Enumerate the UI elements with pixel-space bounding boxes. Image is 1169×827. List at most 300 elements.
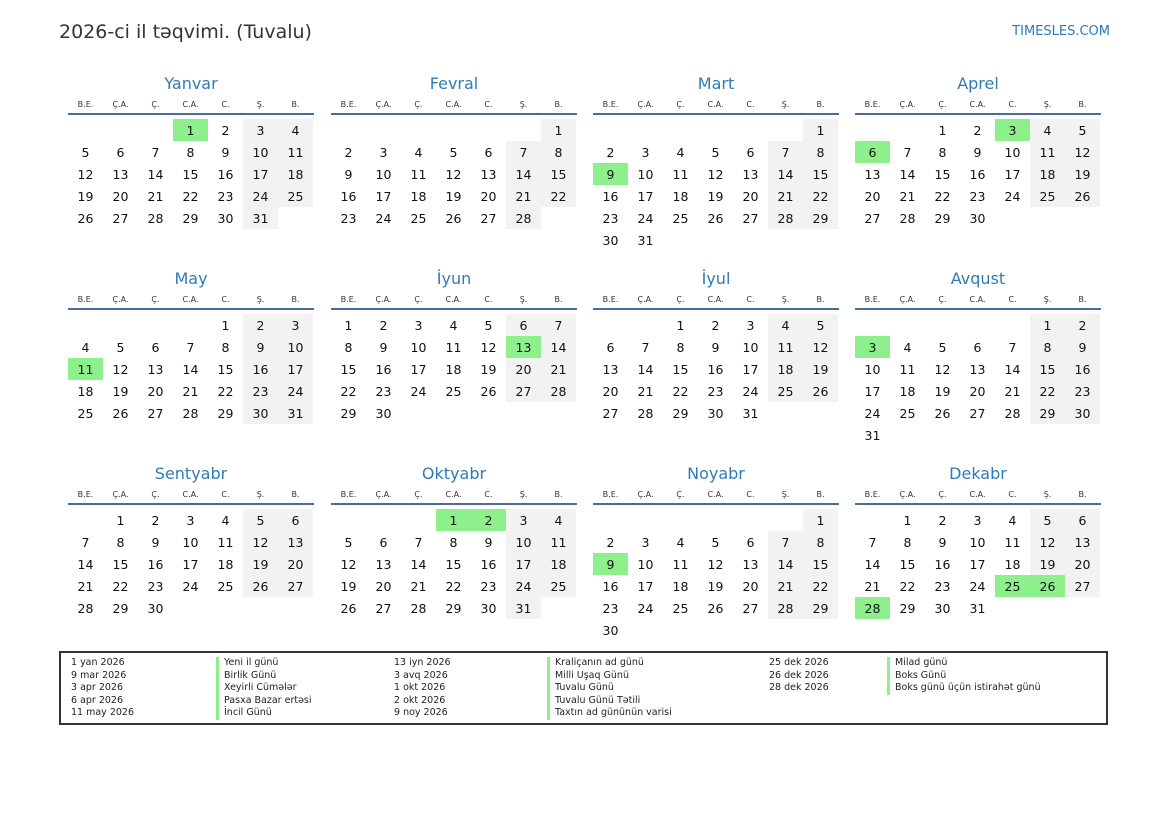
- day-cell: 25: [77, 405, 94, 421]
- day-cell: 8: [344, 339, 353, 355]
- day-cell: 13: [742, 166, 759, 182]
- day-cell: 31: [243, 207, 278, 229]
- weekday-header: [855, 291, 1101, 310]
- month-calendar: [68, 74, 314, 229]
- day-cell: 23: [707, 383, 724, 399]
- day-cell: 1: [803, 509, 838, 531]
- weekday-label: Ç.A.: [112, 100, 129, 109]
- empty-cell: [366, 119, 401, 141]
- weekday-label: C.: [746, 100, 755, 109]
- day-cell: 7: [1008, 339, 1017, 355]
- day-cell: 14: [899, 166, 916, 182]
- day-cell: 21: [864, 578, 881, 594]
- empty-cell: [768, 509, 803, 531]
- weekday-header: [855, 96, 1101, 115]
- day-cell: 28: [541, 380, 576, 402]
- day-cell: 6: [855, 141, 890, 163]
- day-cell: 7: [541, 314, 576, 336]
- day-cell: 12: [1065, 141, 1100, 163]
- day-cell: 29: [1030, 402, 1065, 424]
- day-cell: 13: [742, 556, 759, 572]
- day-cell: 28: [637, 405, 654, 421]
- day-grid: [593, 119, 839, 251]
- day-cell: 22: [217, 383, 234, 399]
- weekday-label: B.: [1078, 100, 1087, 109]
- day-cell: 26: [1030, 575, 1065, 597]
- empty-cell: [733, 619, 768, 641]
- day-cell: 3: [278, 314, 313, 336]
- weekday-label: B.E.: [340, 490, 357, 499]
- day-cell: 13: [969, 361, 986, 377]
- day-cell: 26: [112, 405, 129, 421]
- empty-cell: [995, 314, 1030, 336]
- day-cell: 3: [641, 534, 650, 550]
- day-cell: 20: [506, 358, 541, 380]
- day-cell: 20: [742, 188, 759, 204]
- legend-date: 3 apr 2026: [71, 682, 124, 694]
- weekday-label: C.A.: [707, 295, 724, 304]
- day-cell: 7: [506, 141, 541, 163]
- day-cell: 11: [672, 166, 689, 182]
- day-cell: 29: [112, 600, 129, 616]
- day-cell: 1: [541, 119, 576, 141]
- day-cell: 6: [484, 144, 493, 160]
- empty-cell: [855, 119, 890, 141]
- weekday-label: Ç.A.: [637, 295, 654, 304]
- day-cell: 24: [1004, 188, 1021, 204]
- day-cell: 9: [243, 336, 278, 358]
- day-cell: 28: [1004, 405, 1021, 421]
- day-cell: 1: [436, 509, 471, 531]
- weekday-label: Ş.: [256, 295, 265, 304]
- weekday-label: C.: [1008, 490, 1017, 499]
- weekday-label: C.A.: [707, 100, 724, 109]
- day-cell: 26: [77, 210, 94, 226]
- day-cell: 26: [340, 600, 357, 616]
- day-cell: 24: [864, 405, 881, 421]
- legend-holiday-name: Pasxa Bazar ertəsi: [216, 695, 386, 708]
- day-cell: 13: [480, 166, 497, 182]
- month-title: Aprel: [957, 74, 999, 93]
- empty-cell: [1030, 207, 1065, 229]
- day-cell: 18: [445, 361, 462, 377]
- weekday-label: Ş.: [519, 100, 528, 109]
- day-cell: 10: [182, 534, 199, 550]
- day-cell: 21: [182, 383, 199, 399]
- month-calendar: [68, 269, 314, 424]
- day-cell: 8: [1030, 336, 1065, 358]
- day-cell: 17: [506, 553, 541, 575]
- weekday-label: Ç.: [151, 295, 160, 304]
- empty-cell: [995, 597, 1030, 619]
- weekday-label: B.E.: [864, 295, 881, 304]
- day-grid: [855, 314, 1101, 446]
- day-cell: 14: [506, 163, 541, 185]
- day-cell: 1: [676, 317, 685, 333]
- day-cell: 21: [147, 188, 164, 204]
- page-title: 2026-ci il təqvimi. (Tuvalu): [59, 21, 312, 43]
- day-cell: 5: [711, 534, 720, 550]
- day-cell: 5: [803, 314, 838, 336]
- day-cell: 10: [864, 361, 881, 377]
- month-title: Mart: [697, 74, 735, 93]
- day-cell: 20: [480, 188, 497, 204]
- day-cell: 22: [803, 185, 838, 207]
- day-grid: [593, 314, 839, 424]
- day-cell: 8: [116, 534, 125, 550]
- month-calendar: [68, 464, 314, 619]
- weekday-label: C.: [746, 490, 755, 499]
- day-cell: 11: [1004, 534, 1021, 550]
- day-cell: 13: [506, 336, 541, 358]
- day-cell: 4: [81, 339, 90, 355]
- day-cell: 12: [707, 166, 724, 182]
- day-cell: 27: [969, 405, 986, 421]
- day-cell: 15: [112, 556, 129, 572]
- day-cell: 19: [480, 361, 497, 377]
- empty-cell: [803, 402, 838, 424]
- day-cell: 21: [506, 185, 541, 207]
- day-cell: 30: [1065, 402, 1100, 424]
- day-cell: 29: [182, 210, 199, 226]
- day-cell: 3: [973, 512, 982, 528]
- holiday-legend: [59, 651, 1108, 725]
- day-cell: 20: [864, 188, 881, 204]
- weekday-label: C.A.: [445, 100, 462, 109]
- day-cell: 26: [707, 210, 724, 226]
- weekday-label: C.A.: [182, 295, 199, 304]
- weekday-label: B.E.: [602, 100, 619, 109]
- day-cell: 9: [711, 339, 720, 355]
- day-cell: 16: [217, 166, 234, 182]
- month-title: May: [174, 269, 208, 288]
- day-cell: 26: [1065, 185, 1100, 207]
- empty-cell: [628, 314, 663, 336]
- legend-holiday-name: Xeyirli Cümələr: [216, 682, 386, 695]
- day-cell: 16: [1065, 358, 1100, 380]
- weekday-label: C.A.: [969, 100, 986, 109]
- day-cell: 3: [855, 336, 890, 358]
- month-calendar: [331, 464, 577, 619]
- day-cell: 16: [147, 556, 164, 572]
- day-cell: 29: [934, 210, 951, 226]
- empty-cell: [803, 619, 838, 641]
- weekday-label: Ç.A.: [899, 490, 916, 499]
- day-cell: 28: [182, 405, 199, 421]
- day-grid: [593, 509, 839, 641]
- day-cell: 23: [969, 188, 986, 204]
- day-cell: 9: [484, 534, 493, 550]
- day-cell: 7: [186, 339, 195, 355]
- weekday-label: Ç.: [938, 100, 947, 109]
- day-cell: 18: [541, 553, 576, 575]
- empty-cell: [628, 119, 663, 141]
- day-cell: 8: [541, 141, 576, 163]
- day-cell: 4: [414, 144, 423, 160]
- day-cell: 15: [445, 556, 462, 572]
- day-cell: 19: [707, 578, 724, 594]
- day-cell: 15: [340, 361, 357, 377]
- day-cell: 24: [637, 600, 654, 616]
- weekday-label: Ç.A.: [112, 490, 129, 499]
- day-cell: 29: [340, 405, 357, 421]
- day-cell: 26: [803, 380, 838, 402]
- day-cell: 8: [803, 141, 838, 163]
- day-cell: 24: [375, 210, 392, 226]
- empty-cell: [401, 509, 436, 531]
- day-grid: [331, 314, 577, 424]
- weekday-label: Ş.: [519, 295, 528, 304]
- weekday-label: B.: [554, 490, 563, 499]
- empty-cell: [593, 314, 628, 336]
- day-cell: 12: [707, 556, 724, 572]
- day-cell: 8: [803, 531, 838, 553]
- day-cell: 12: [445, 166, 462, 182]
- month-calendar: [855, 74, 1101, 229]
- weekday-label: Ç.: [938, 490, 947, 499]
- day-cell: 22: [340, 383, 357, 399]
- day-cell: 29: [217, 405, 234, 421]
- day-cell: 28: [768, 207, 803, 229]
- day-cell: 9: [1065, 336, 1100, 358]
- day-cell: 8: [938, 144, 947, 160]
- day-cell: 15: [803, 163, 838, 185]
- day-cell: 28: [506, 207, 541, 229]
- day-cell: 15: [899, 556, 916, 572]
- day-cell: 24: [506, 575, 541, 597]
- legend-date: 1 yan 2026: [71, 657, 125, 668]
- day-cell: 31: [506, 597, 541, 619]
- day-cell: 7: [868, 534, 877, 550]
- day-cell: 23: [217, 188, 234, 204]
- weekday-label: B.: [1078, 490, 1087, 499]
- weekday-label: Ç.A.: [375, 295, 392, 304]
- weekday-label: Ç.A.: [375, 100, 392, 109]
- day-cell: 23: [602, 210, 619, 226]
- day-cell: 24: [182, 578, 199, 594]
- day-cell: 8: [449, 534, 458, 550]
- day-cell: 4: [676, 144, 685, 160]
- day-cell: 5: [449, 144, 458, 160]
- month-title: Avqust: [950, 269, 1006, 288]
- empty-cell: [890, 119, 925, 141]
- day-cell: 17: [742, 361, 759, 377]
- day-cell: 30: [934, 600, 951, 616]
- legend-date: 13 iyn 2026: [394, 657, 451, 668]
- day-cell: 24: [410, 383, 427, 399]
- empty-cell: [138, 119, 173, 141]
- day-cell: 4: [1008, 512, 1017, 528]
- day-cell: 21: [768, 575, 803, 597]
- day-cell: 15: [541, 163, 576, 185]
- day-cell: 27: [375, 600, 392, 616]
- day-cell: 11: [768, 336, 803, 358]
- day-cell: 4: [449, 317, 458, 333]
- day-cell: 18: [768, 358, 803, 380]
- day-cell: 27: [1065, 575, 1100, 597]
- day-cell: 31: [969, 600, 986, 616]
- day-cell: 11: [410, 166, 427, 182]
- empty-cell: [68, 509, 103, 531]
- month-title: Oktyabr: [421, 464, 487, 483]
- empty-cell: [401, 119, 436, 141]
- empty-cell: [138, 314, 173, 336]
- day-cell: 14: [768, 553, 803, 575]
- day-cell: 22: [445, 578, 462, 594]
- month-title: İyun: [436, 269, 472, 288]
- day-cell: 30: [480, 600, 497, 616]
- day-cell: 6: [746, 534, 755, 550]
- day-cell: 13: [278, 531, 313, 553]
- weekday-header: [331, 96, 577, 115]
- day-cell: 20: [742, 578, 759, 594]
- day-cell: 10: [278, 336, 313, 358]
- brand-link[interactable]: TIMESLES.COM: [1012, 24, 1110, 39]
- day-cell: 31: [742, 405, 759, 421]
- day-cell: 9: [938, 534, 947, 550]
- day-cell: 7: [768, 531, 803, 553]
- day-cell: 15: [1030, 358, 1065, 380]
- day-cell: 19: [934, 383, 951, 399]
- day-cell: 25: [768, 380, 803, 402]
- day-cell: 11: [217, 534, 234, 550]
- day-cell: 16: [934, 556, 951, 572]
- weekday-label: Ç.A.: [375, 490, 392, 499]
- weekday-label: C.A.: [707, 490, 724, 499]
- day-cell: 3: [379, 144, 388, 160]
- day-cell: 7: [81, 534, 90, 550]
- day-cell: 2: [151, 512, 160, 528]
- day-cell: 28: [410, 600, 427, 616]
- day-cell: 27: [602, 405, 619, 421]
- day-cell: 12: [803, 336, 838, 358]
- day-cell: 17: [243, 163, 278, 185]
- empty-cell: [733, 119, 768, 141]
- empty-cell: [593, 119, 628, 141]
- day-cell: 1: [173, 119, 208, 141]
- day-cell: 2: [973, 122, 982, 138]
- day-cell: 22: [899, 578, 916, 594]
- day-grid: [855, 119, 1101, 229]
- weekday-label: B.E.: [77, 295, 94, 304]
- day-cell: 25: [410, 210, 427, 226]
- day-cell: 22: [934, 188, 951, 204]
- day-cell: 8: [221, 339, 230, 355]
- day-cell: 17: [375, 188, 392, 204]
- weekday-label: Ç.: [151, 490, 160, 499]
- day-cell: 19: [803, 358, 838, 380]
- day-cell: 1: [938, 122, 947, 138]
- weekday-label: B.: [816, 295, 825, 304]
- day-cell: 6: [606, 339, 615, 355]
- weekday-label: Ç.: [676, 295, 685, 304]
- weekday-label: Ç.: [414, 100, 423, 109]
- empty-cell: [960, 424, 995, 446]
- day-cell: 11: [68, 358, 103, 380]
- legend-holiday-name: Milad günü: [887, 657, 1097, 670]
- weekday-label: B.E.: [864, 490, 881, 499]
- day-cell: 10: [1004, 144, 1021, 160]
- weekday-label: C.A.: [969, 295, 986, 304]
- empty-cell: [768, 402, 803, 424]
- day-cell: 1: [116, 512, 125, 528]
- day-cell: 2: [221, 122, 230, 138]
- day-cell: 18: [217, 556, 234, 572]
- day-cell: 30: [147, 600, 164, 616]
- day-cell: 17: [637, 188, 654, 204]
- legend-holiday-name: Tuvalu Günü Tətili: [547, 695, 747, 708]
- empty-cell: [925, 314, 960, 336]
- legend-holiday-name: İncil Günü: [216, 707, 386, 720]
- day-cell: 17: [182, 556, 199, 572]
- empty-cell: [855, 509, 890, 531]
- day-cell: 20: [375, 578, 392, 594]
- day-cell: 8: [186, 144, 195, 160]
- month-title: İyul: [701, 269, 731, 288]
- weekday-label: Ç.: [414, 490, 423, 499]
- weekday-label: Ş.: [1043, 295, 1052, 304]
- day-cell: 16: [340, 188, 357, 204]
- day-cell: 10: [506, 531, 541, 553]
- empty-cell: [663, 119, 698, 141]
- legend-date: 1 okt 2026: [394, 682, 446, 694]
- weekday-header: [331, 291, 577, 310]
- day-cell: 17: [410, 361, 427, 377]
- day-cell: 3: [746, 317, 755, 333]
- weekday-header: [68, 486, 314, 505]
- legend-date: 2 okt 2026: [394, 694, 446, 706]
- day-cell: 9: [593, 553, 628, 575]
- day-cell: 2: [606, 144, 615, 160]
- day-cell: 19: [445, 188, 462, 204]
- weekday-label: B.: [816, 490, 825, 499]
- day-cell: 22: [1030, 380, 1065, 402]
- legend-holiday-name: Boks günü üçün istirahət günü: [887, 682, 1097, 695]
- weekday-label: B.: [554, 100, 563, 109]
- empty-cell: [995, 207, 1030, 229]
- empty-cell: [890, 424, 925, 446]
- day-cell: 27: [112, 210, 129, 226]
- day-cell: 2: [711, 317, 720, 333]
- empty-cell: [698, 619, 733, 641]
- day-cell: 12: [1030, 531, 1065, 553]
- empty-cell: [593, 509, 628, 531]
- month-title: Yanvar: [164, 74, 218, 93]
- day-cell: 11: [445, 339, 462, 355]
- day-cell: 23: [147, 578, 164, 594]
- day-cell: 14: [1004, 361, 1021, 377]
- empty-cell: [768, 119, 803, 141]
- day-cell: 12: [340, 556, 357, 572]
- day-cell: 14: [410, 556, 427, 572]
- day-cell: 1: [803, 119, 838, 141]
- day-cell: 13: [147, 361, 164, 377]
- day-cell: 13: [375, 556, 392, 572]
- day-grid: [855, 509, 1101, 619]
- empty-cell: [628, 509, 663, 531]
- day-cell: 11: [278, 141, 313, 163]
- weekday-header: [593, 96, 839, 115]
- month-title: Dekabr: [949, 464, 1007, 483]
- day-cell: 28: [77, 600, 94, 616]
- empty-cell: [173, 597, 208, 619]
- weekday-label: Ç.A.: [637, 100, 654, 109]
- day-cell: 18: [77, 383, 94, 399]
- legend-holiday-name: Milli Uşaq Günü: [547, 670, 747, 683]
- day-cell: 4: [221, 512, 230, 528]
- day-cell: 24: [278, 380, 313, 402]
- day-cell: 22: [182, 188, 199, 204]
